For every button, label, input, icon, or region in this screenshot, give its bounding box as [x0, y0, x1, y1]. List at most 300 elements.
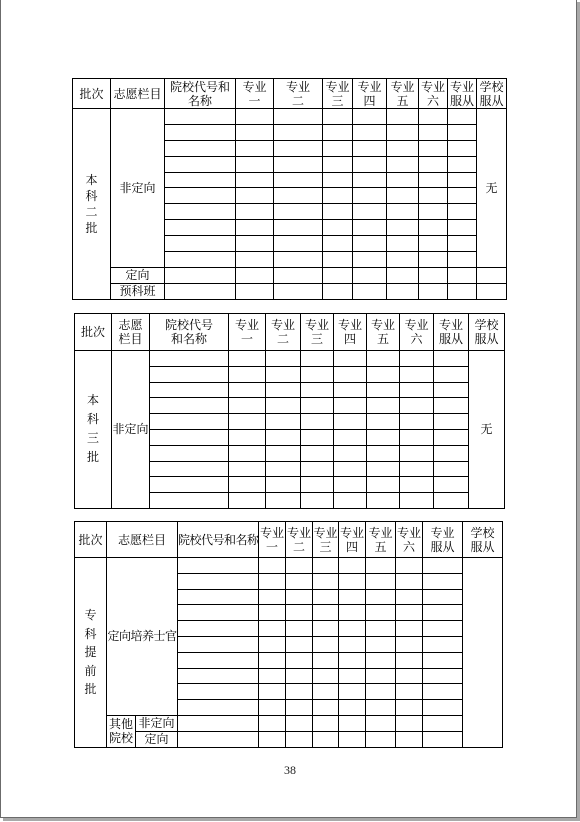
blank-cell	[323, 220, 353, 236]
blank-cell	[400, 461, 434, 477]
blank-cell	[323, 204, 353, 220]
blank-cell	[274, 140, 323, 156]
blank-cell	[259, 636, 286, 652]
blank-cell	[274, 172, 323, 188]
blank-cell	[286, 573, 313, 589]
blank-cell	[419, 283, 448, 299]
blank-cell	[434, 351, 469, 367]
blank-cell	[387, 283, 419, 299]
blank-cell	[353, 220, 387, 236]
blank-cell	[165, 204, 236, 220]
blank-cell	[313, 605, 339, 621]
batch-cell	[75, 558, 107, 748]
blank-cell	[229, 414, 266, 430]
blank-cell	[301, 445, 334, 461]
page-number: 38	[284, 763, 296, 777]
blank-cell	[387, 140, 419, 156]
blank-cell	[477, 283, 507, 299]
header-batch: 批次	[75, 314, 112, 351]
blank-cell	[400, 477, 434, 493]
blank-cell	[165, 124, 236, 140]
blank-cell	[434, 414, 469, 430]
blank-cell	[400, 398, 434, 414]
blank-cell	[339, 684, 366, 700]
blank-cell	[313, 573, 339, 589]
blank-cell	[367, 351, 400, 367]
header-batch: 批次	[73, 79, 111, 109]
blank-cell	[400, 493, 434, 509]
blank-cell	[323, 156, 353, 172]
blank-cell	[286, 621, 313, 637]
blank-cell	[387, 220, 419, 236]
blank-cell	[323, 188, 353, 204]
blank-cell	[236, 188, 274, 204]
header-major-4: 专业 四	[339, 522, 366, 558]
blank-cell	[266, 429, 301, 445]
blank-cell	[313, 684, 339, 700]
blank-cell	[286, 700, 313, 716]
blank-cell	[367, 398, 400, 414]
blank-cell	[448, 204, 477, 220]
blank-cell	[367, 477, 400, 493]
table-row	[75, 731, 503, 747]
blank-cell	[366, 621, 396, 637]
blank-cell	[339, 573, 366, 589]
blank-cell	[150, 493, 229, 509]
blank-cell	[434, 445, 469, 461]
blank-cell	[387, 204, 419, 220]
blank-cell	[313, 715, 339, 731]
blank-cell	[423, 731, 463, 747]
blank-cell	[229, 477, 266, 493]
header-school-obey: 学校 服从	[477, 79, 507, 109]
blank-cell	[165, 109, 236, 125]
blank-cell	[236, 156, 274, 172]
blank-cell	[150, 477, 229, 493]
header-major-4: 专业 四	[353, 79, 387, 109]
blank-cell	[434, 493, 469, 509]
blank-cell	[387, 252, 419, 268]
blank-cell	[313, 621, 339, 637]
blank-cell	[274, 283, 323, 299]
blank-cell	[259, 652, 286, 668]
blank-cell	[400, 414, 434, 430]
header-major-2: 专业 二	[274, 79, 323, 109]
blank-cell	[266, 461, 301, 477]
blank-cell	[339, 636, 366, 652]
blank-cell	[236, 204, 274, 220]
blank-cell	[301, 351, 334, 367]
blank-cell	[165, 267, 236, 283]
blank-cell	[178, 715, 259, 731]
blank-cell	[259, 715, 286, 731]
blank-cell	[387, 188, 419, 204]
blank-cell	[353, 188, 387, 204]
blank-cell	[259, 700, 286, 716]
blank-cell	[313, 558, 339, 574]
school-obey-cell: 无	[469, 351, 505, 509]
choice-non-directed: 非定向	[136, 715, 178, 731]
header-major-2: 专业 二	[266, 314, 301, 351]
blank-cell	[367, 461, 400, 477]
blank-cell	[286, 605, 313, 621]
blank-cell	[313, 636, 339, 652]
blank-cell	[266, 398, 301, 414]
blank-cell	[229, 445, 266, 461]
header-major-5: 专业 五	[387, 79, 419, 109]
batch-label: 本科三批	[87, 393, 100, 465]
blank-cell	[259, 621, 286, 637]
blank-cell	[334, 477, 367, 493]
blank-cell	[301, 461, 334, 477]
batch-label: 本科二批	[85, 172, 98, 235]
blank-cell	[165, 188, 236, 204]
blank-cell	[301, 398, 334, 414]
table-row	[75, 351, 505, 367]
header-major-1: 专业 一	[236, 79, 274, 109]
blank-cell	[339, 715, 366, 731]
blank-cell	[165, 140, 236, 156]
choice-sergeant-training: 定向培养士官	[107, 558, 178, 716]
blank-cell	[323, 124, 353, 140]
blank-cell	[229, 398, 266, 414]
blank-cell	[236, 252, 274, 268]
blank-cell	[236, 124, 274, 140]
blank-cell	[396, 636, 423, 652]
school-obey-cell: 无	[477, 109, 507, 268]
blank-cell	[339, 589, 366, 605]
header-major-1: 专业 一	[229, 314, 266, 351]
blank-cell	[274, 109, 323, 125]
blank-cell	[236, 109, 274, 125]
blank-cell	[150, 351, 229, 367]
blank-cell	[419, 267, 448, 283]
blank-cell	[387, 156, 419, 172]
blank-cell	[334, 429, 367, 445]
header-choice: 志愿栏目	[111, 79, 165, 109]
blank-cell	[400, 382, 434, 398]
blank-cell	[150, 414, 229, 430]
blank-cell	[396, 589, 423, 605]
blank-cell	[150, 382, 229, 398]
blank-cell	[396, 715, 423, 731]
blank-cell	[259, 573, 286, 589]
choice-non-directed: 非定向	[111, 109, 165, 268]
choice-non-directed: 非定向	[112, 351, 150, 509]
blank-cell	[165, 252, 236, 268]
blank-cell	[423, 668, 463, 684]
blank-cell	[165, 220, 236, 236]
blank-cell	[366, 652, 396, 668]
blank-cell	[353, 236, 387, 252]
blank-cell	[423, 652, 463, 668]
blank-cell	[434, 461, 469, 477]
blank-cell	[229, 493, 266, 509]
blank-cell	[387, 236, 419, 252]
blank-cell	[274, 188, 323, 204]
blank-cell	[334, 366, 367, 382]
blank-cell	[313, 700, 339, 716]
blank-cell	[366, 684, 396, 700]
blank-cell	[419, 124, 448, 140]
header-choice: 志愿 栏目	[112, 314, 150, 351]
blank-cell	[434, 477, 469, 493]
blank-cell	[353, 109, 387, 125]
header-major-5: 专业 五	[366, 522, 396, 558]
blank-cell	[423, 636, 463, 652]
blank-cell	[448, 140, 477, 156]
blank-cell	[236, 140, 274, 156]
blank-cell	[423, 605, 463, 621]
blank-cell	[229, 366, 266, 382]
blank-cell	[274, 204, 323, 220]
blank-cell	[448, 109, 477, 125]
blank-cell	[274, 267, 323, 283]
blank-cell	[323, 172, 353, 188]
header-major-2: 专业 二	[286, 522, 313, 558]
blank-cell	[259, 668, 286, 684]
blank-cell	[178, 605, 259, 621]
header-major-6: 专业 六	[400, 314, 434, 351]
blank-cell	[366, 589, 396, 605]
header-major-1: 专业 一	[259, 522, 286, 558]
blank-cell	[259, 558, 286, 574]
blank-cell	[339, 621, 366, 637]
blank-cell	[313, 652, 339, 668]
blank-cell	[323, 283, 353, 299]
blank-cell	[448, 220, 477, 236]
blank-cell	[259, 605, 286, 621]
blank-cell	[419, 252, 448, 268]
blank-cell	[236, 267, 274, 283]
blank-cell	[387, 267, 419, 283]
header-row	[75, 314, 505, 351]
blank-cell	[400, 351, 434, 367]
undergrad-batch-3-table	[74, 313, 505, 509]
blank-cell	[339, 731, 366, 747]
blank-cell	[477, 267, 507, 283]
blank-cell	[236, 236, 274, 252]
blank-cell	[434, 366, 469, 382]
blank-cell	[419, 188, 448, 204]
blank-cell	[353, 172, 387, 188]
blank-cell	[387, 109, 419, 125]
blank-cell	[301, 366, 334, 382]
blank-cell	[448, 124, 477, 140]
blank-cell	[259, 589, 286, 605]
blank-cell	[339, 558, 366, 574]
header-major-3: 专业 三	[301, 314, 334, 351]
table-row	[75, 715, 503, 731]
blank-cell	[339, 652, 366, 668]
blank-cell	[339, 700, 366, 716]
blank-cell	[266, 477, 301, 493]
batch-cell	[73, 109, 111, 300]
blank-cell	[150, 461, 229, 477]
header-row	[73, 79, 507, 109]
blank-cell	[448, 252, 477, 268]
blank-cell	[286, 589, 313, 605]
blank-cell	[150, 445, 229, 461]
blank-cell	[236, 172, 274, 188]
blank-cell	[286, 668, 313, 684]
blank-cell	[274, 156, 323, 172]
blank-cell	[353, 252, 387, 268]
header-major-3: 专业 三	[313, 522, 339, 558]
blank-cell	[178, 558, 259, 574]
header-major-4: 专业 四	[334, 314, 367, 351]
blank-cell	[274, 220, 323, 236]
blank-cell	[236, 283, 274, 299]
blank-cell	[165, 236, 236, 252]
blank-cell	[353, 267, 387, 283]
blank-cell	[274, 236, 323, 252]
blank-cell	[353, 124, 387, 140]
header-major-obey: 专业 服从	[423, 522, 463, 558]
blank-cell	[434, 398, 469, 414]
blank-cell	[396, 558, 423, 574]
blank-cell	[367, 366, 400, 382]
blank-cell	[419, 204, 448, 220]
blank-cell	[396, 668, 423, 684]
blank-cell	[448, 188, 477, 204]
blank-cell	[366, 668, 396, 684]
blank-cell	[419, 220, 448, 236]
blank-cell	[366, 605, 396, 621]
blank-cell	[313, 589, 339, 605]
header-row	[75, 522, 503, 558]
blank-cell	[266, 414, 301, 430]
blank-cell	[286, 715, 313, 731]
blank-cell	[387, 172, 419, 188]
blank-cell	[286, 731, 313, 747]
blank-cell	[423, 573, 463, 589]
blank-cell	[178, 731, 259, 747]
batch-label: 专科提前批	[84, 608, 97, 697]
blank-cell	[334, 414, 367, 430]
blank-cell	[323, 140, 353, 156]
blank-cell	[353, 140, 387, 156]
blank-cell	[323, 236, 353, 252]
choice-directed: 定向	[111, 267, 165, 283]
blank-cell	[266, 493, 301, 509]
blank-cell	[323, 109, 353, 125]
blank-cell	[301, 414, 334, 430]
table-row	[73, 109, 507, 125]
blank-cell	[419, 236, 448, 252]
blank-cell	[286, 684, 313, 700]
blank-cell	[286, 558, 313, 574]
blank-cell	[334, 382, 367, 398]
blank-cell	[236, 220, 274, 236]
blank-cell	[178, 589, 259, 605]
blank-cell	[323, 252, 353, 268]
blank-cell	[353, 156, 387, 172]
blank-cell	[400, 429, 434, 445]
blank-cell	[165, 172, 236, 188]
blank-cell	[423, 558, 463, 574]
blank-cell	[266, 382, 301, 398]
blank-cell	[387, 124, 419, 140]
blank-cell	[448, 156, 477, 172]
header-school-code-name: 院校代号 和名称	[150, 314, 229, 351]
blank-cell	[266, 366, 301, 382]
choice-directed: 定向	[136, 731, 178, 747]
header-major-obey: 专业 服从	[434, 314, 469, 351]
blank-cell	[178, 636, 259, 652]
blank-cell	[259, 731, 286, 747]
blank-cell	[434, 382, 469, 398]
blank-cell	[178, 573, 259, 589]
blank-cell	[448, 283, 477, 299]
blank-cell	[259, 684, 286, 700]
blank-cell	[266, 351, 301, 367]
blank-cell	[423, 700, 463, 716]
blank-cell	[266, 445, 301, 461]
blank-cell	[419, 172, 448, 188]
blank-cell	[334, 445, 367, 461]
blank-cell	[178, 668, 259, 684]
blank-cell	[396, 684, 423, 700]
table-row	[73, 267, 507, 283]
blank-cell	[396, 605, 423, 621]
blank-cell	[301, 382, 334, 398]
blank-cell	[366, 715, 396, 731]
blank-cell	[448, 267, 477, 283]
blank-cell	[366, 636, 396, 652]
blank-cell	[229, 382, 266, 398]
blank-cell	[396, 573, 423, 589]
blank-cell	[339, 668, 366, 684]
school-obey-cell	[463, 558, 503, 748]
blank-cell	[366, 558, 396, 574]
blank-cell	[419, 109, 448, 125]
blank-cell	[150, 429, 229, 445]
blank-cell	[366, 700, 396, 716]
header-school-obey: 学校 服从	[469, 314, 505, 351]
blank-cell	[339, 605, 366, 621]
undergrad-batch-2-table	[72, 78, 507, 300]
header-major-obey: 专业 服从	[448, 79, 477, 109]
blank-cell	[367, 493, 400, 509]
header-major-6: 专业 六	[396, 522, 423, 558]
blank-cell	[178, 652, 259, 668]
header-major-5: 专业 五	[367, 314, 400, 351]
blank-cell	[419, 156, 448, 172]
blank-cell	[178, 621, 259, 637]
blank-cell	[165, 283, 236, 299]
header-school-code-name: 院校代号和 名称	[165, 79, 236, 109]
vocational-early-batch-table	[74, 521, 503, 748]
blank-cell	[150, 366, 229, 382]
blank-cell	[396, 652, 423, 668]
blank-cell	[229, 429, 266, 445]
blank-cell	[229, 461, 266, 477]
batch-cell	[75, 351, 112, 509]
header-school-code-name: 院校代号和名称	[178, 522, 259, 558]
blank-cell	[423, 715, 463, 731]
blank-cell	[178, 700, 259, 716]
blank-cell	[353, 283, 387, 299]
blank-cell	[366, 573, 396, 589]
blank-cell	[366, 731, 396, 747]
blank-cell	[353, 204, 387, 220]
blank-cell	[419, 140, 448, 156]
blank-cell	[313, 731, 339, 747]
blank-cell	[274, 124, 323, 140]
blank-cell	[423, 589, 463, 605]
blank-cell	[448, 236, 477, 252]
